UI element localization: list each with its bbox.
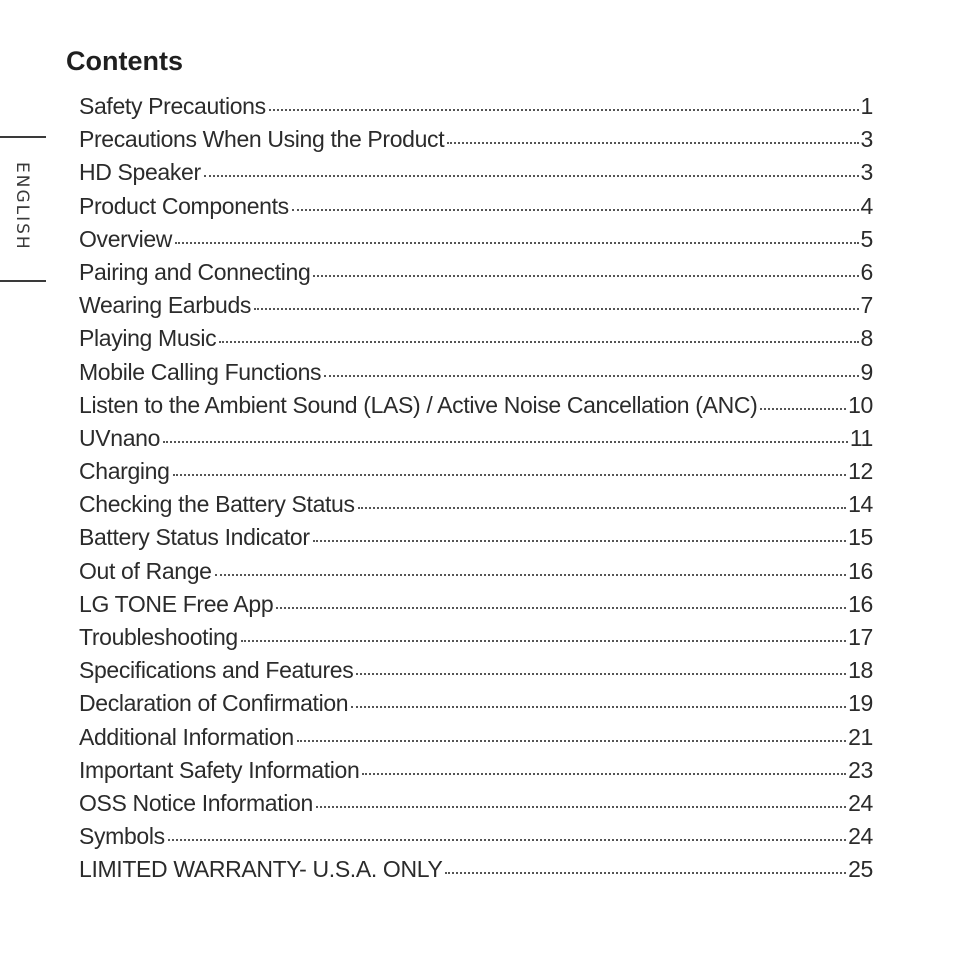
toc-entry-page-number: 10 <box>848 391 873 418</box>
toc-entry[interactable] <box>79 289 873 322</box>
toc-entry-page-number: 3 <box>860 159 873 186</box>
toc-entry-page-number: 25 <box>848 856 873 883</box>
toc-entry[interactable] <box>79 356 873 389</box>
dot-leader <box>269 109 859 111</box>
dot-leader <box>356 673 846 675</box>
toc-entry-page-number: 12 <box>848 458 873 485</box>
dot-leader <box>362 773 846 775</box>
toc-entry-page-number: 11 <box>849 424 873 451</box>
toc-entry-page-number: 15 <box>848 524 873 551</box>
dot-leader <box>219 341 858 343</box>
toc-entry-page-number: 8 <box>860 325 873 352</box>
toc-entry[interactable] <box>79 422 873 455</box>
toc-entry-page-number: 21 <box>848 723 873 750</box>
dot-leader <box>215 574 846 576</box>
toc-entry-label: Battery Status Indicator <box>79 524 310 551</box>
dot-leader <box>760 408 846 410</box>
toc-entry-label: LIMITED WARRANTY- U.S.A. ONLY <box>79 856 443 883</box>
toc-entry[interactable] <box>79 687 873 720</box>
toc-entry[interactable] <box>79 90 873 123</box>
toc-entry-page-number: 24 <box>848 823 873 850</box>
toc-entry[interactable] <box>79 156 873 189</box>
toc-entry-label: Troubleshooting <box>79 624 238 650</box>
toc-entry-label: Wearing Earbuds <box>79 292 252 319</box>
side-tab-bottom-rule <box>0 280 46 282</box>
toc-entry-page-number: 19 <box>848 690 873 717</box>
dot-leader <box>175 242 858 244</box>
dot-leader <box>297 740 846 742</box>
toc-entry-label: Declaration of Confirmation <box>79 690 349 717</box>
page-title: Contents <box>66 46 183 76</box>
toc-entry-page-number: 18 <box>848 657 873 684</box>
toc-entry-label: Important Safety Information <box>79 756 360 783</box>
toc-entry-page-number: 6 <box>860 258 873 285</box>
dot-leader <box>173 474 847 476</box>
toc-entry[interactable] <box>79 555 873 588</box>
dot-leader <box>292 209 859 211</box>
toc-entry-label: Listen to the Ambient Sound (LAS) / Active Noise Cancellation (ANC) <box>79 391 758 418</box>
toc-entry-label: Precautions When Using the Product <box>79 126 445 153</box>
toc-entry[interactable] <box>79 488 873 521</box>
toc-entry-label: Safety Precautions <box>79 93 266 119</box>
toc-entry[interactable] <box>79 223 873 256</box>
toc-entry[interactable] <box>79 754 873 787</box>
dot-leader <box>313 540 846 542</box>
toc-entry[interactable] <box>79 190 873 223</box>
toc-entry-label: UVnano <box>79 424 161 451</box>
toc-entry[interactable] <box>79 322 873 355</box>
toc-entry-label: Pairing and Connecting <box>79 258 311 285</box>
dot-leader <box>163 441 848 443</box>
dot-leader <box>324 375 858 377</box>
toc-entry[interactable] <box>79 123 873 156</box>
toc-entry-page-number: 23 <box>848 756 873 783</box>
toc-entry-page-number: 24 <box>848 789 873 816</box>
toc-entry-label: Playing Music <box>79 325 217 352</box>
table-of-contents <box>79 90 873 887</box>
toc-entry-label: Additional Information <box>79 723 294 750</box>
toc-entry[interactable] <box>79 256 873 289</box>
toc-entry-page-number: 1 <box>860 93 873 119</box>
dot-leader <box>254 308 859 310</box>
dot-leader <box>313 275 858 277</box>
dot-leader <box>276 607 846 609</box>
toc-entry-page-number: 16 <box>848 557 873 584</box>
toc-entry[interactable] <box>79 455 873 488</box>
dot-leader <box>204 175 859 177</box>
dot-leader <box>447 142 858 144</box>
dot-leader <box>168 839 846 841</box>
toc-entry-label: Charging <box>79 458 170 485</box>
dot-leader <box>445 872 846 874</box>
toc-entry-page-number: 16 <box>848 590 873 617</box>
toc-entry[interactable] <box>79 654 873 687</box>
toc-entry[interactable] <box>79 588 873 621</box>
toc-entry-page-number: 5 <box>860 225 873 252</box>
toc-entry-label: Product Components <box>79 192 289 219</box>
dot-leader <box>241 640 846 642</box>
toc-entry-page-number: 14 <box>848 491 873 518</box>
toc-entry[interactable] <box>79 721 873 754</box>
toc-entry-label: LG TONE Free App <box>79 590 274 617</box>
dot-leader <box>316 806 846 808</box>
toc-entry-label: Specifications and Features <box>79 657 354 684</box>
toc-entry-label: HD Speaker <box>79 159 201 186</box>
toc-entry[interactable] <box>79 787 873 820</box>
toc-entry[interactable] <box>79 853 873 886</box>
toc-entry[interactable] <box>79 389 873 422</box>
dot-leader <box>351 706 846 708</box>
toc-entry[interactable] <box>79 621 873 654</box>
dot-leader <box>358 507 846 509</box>
toc-entry-page-number: 3 <box>860 126 873 153</box>
side-tab-top-rule <box>0 136 46 138</box>
language-side-tab: ENGLISH <box>12 162 32 251</box>
toc-entry-label: Symbols <box>79 823 165 850</box>
toc-entry-label: Mobile Calling Functions <box>79 358 322 385</box>
toc-entry-page-number: 17 <box>848 624 873 650</box>
toc-entry-label: Checking the Battery Status <box>79 491 355 518</box>
toc-entry[interactable] <box>79 820 873 853</box>
toc-entry-page-number: 4 <box>860 192 873 219</box>
toc-entry-page-number: 9 <box>860 358 873 385</box>
toc-entry-label: Overview <box>79 225 173 252</box>
toc-entry-label: OSS Notice Information <box>79 789 313 816</box>
toc-entry-label: Out of Range <box>79 557 212 584</box>
toc-entry[interactable] <box>79 521 873 554</box>
toc-entry-page-number: 7 <box>860 292 873 319</box>
